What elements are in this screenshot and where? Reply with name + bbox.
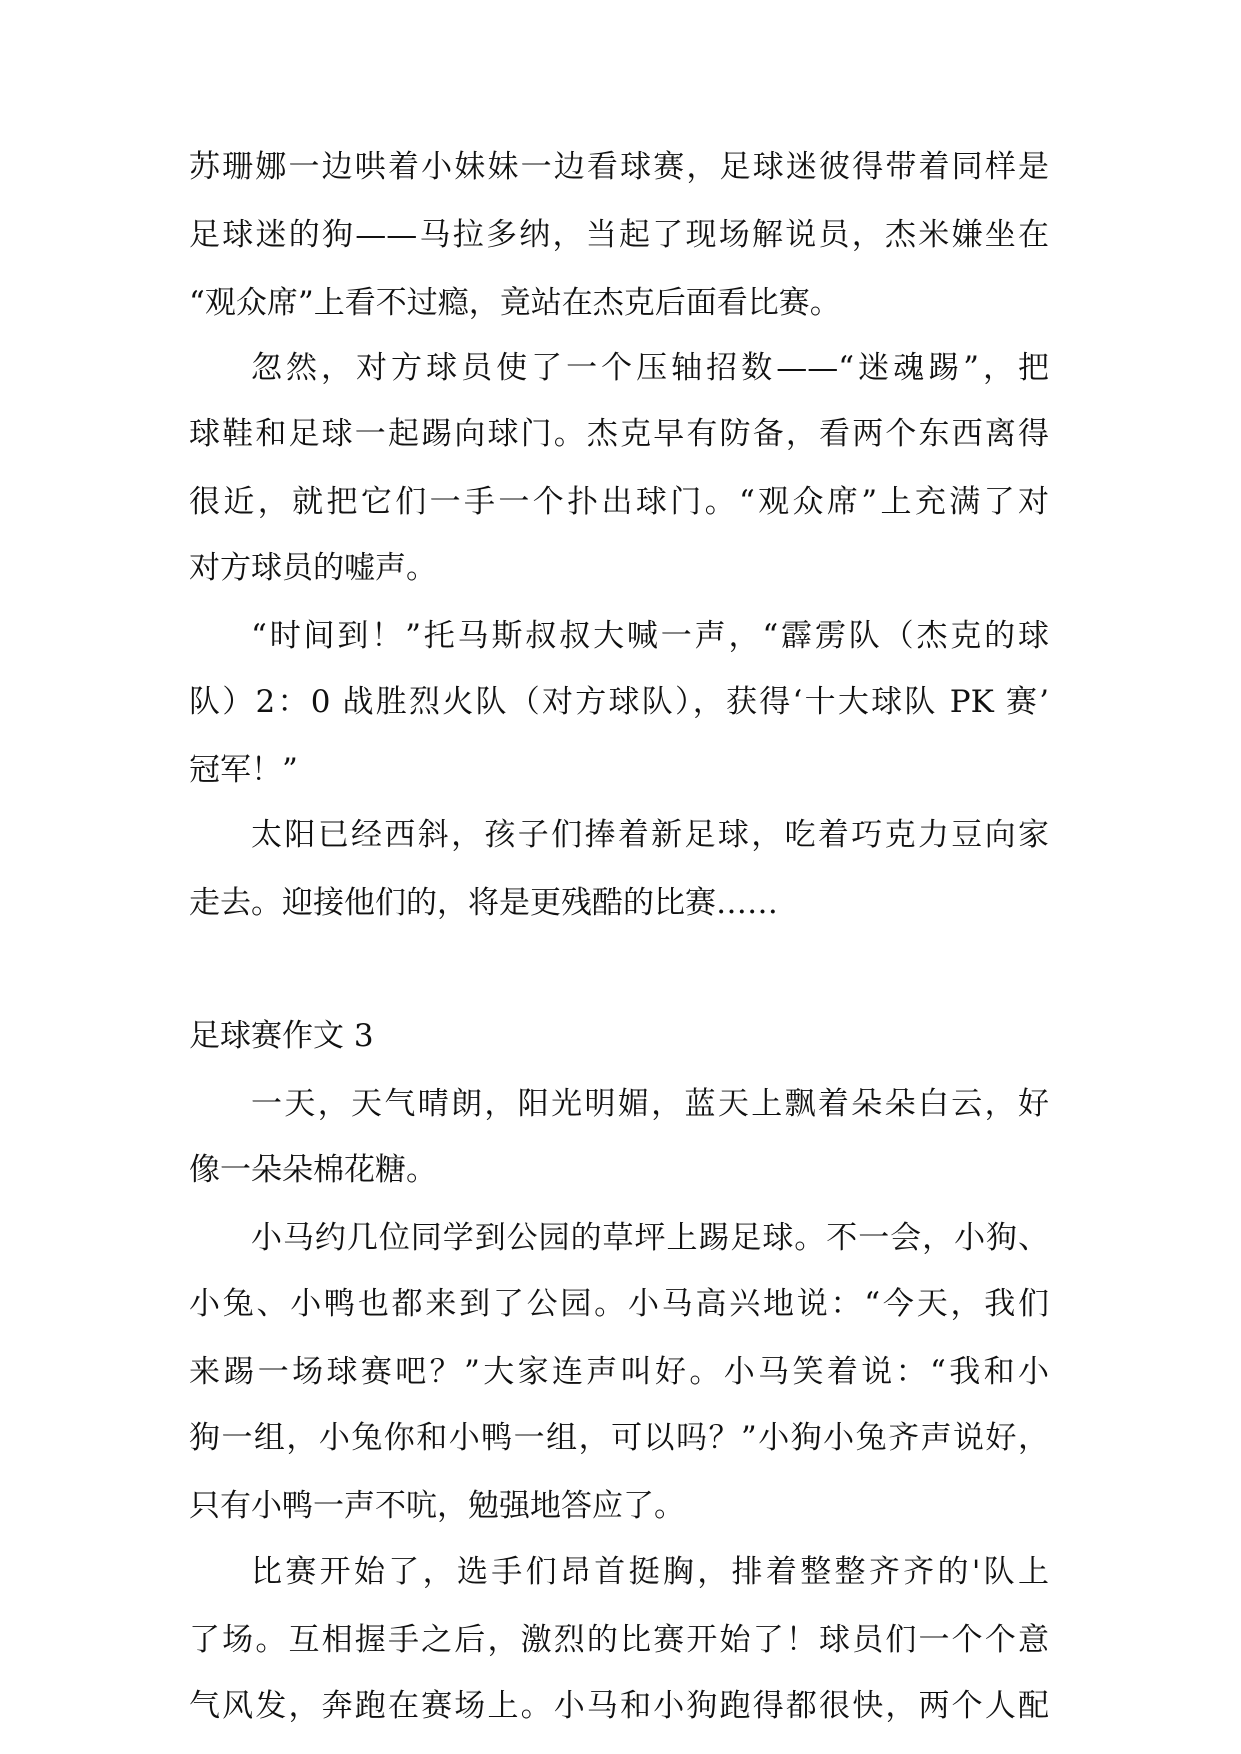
text-line: 了场。互相握手之后，激烈的比赛开始了！球员们一个个意 bbox=[189, 1622, 1049, 1658]
text-line: 很近，就把它们一手一个扑出球门。“观众席”上充满了对 bbox=[189, 484, 1049, 520]
text-line: 苏珊娜一边哄着小妹妹一边看球赛，足球迷彼得带着同样是 bbox=[189, 149, 1049, 185]
text-line: “观众席”上看不过瘾，竟站在杰克后面看比赛。 bbox=[189, 285, 841, 321]
text-line: 球鞋和足球一起踢向球门。杰克早有防备，看两个东西离得 bbox=[189, 416, 1049, 452]
text-line: 一天，天气晴朗，阳光明媚，蓝天上飘着朵朵白云，好 bbox=[251, 1086, 1049, 1122]
text-line: 队）2：0 战胜烈火队（对方球队），获得‘十大球队 PK 赛’ bbox=[189, 684, 1049, 720]
text-line: 只有小鸭一声不吭，勉强地答应了。 bbox=[189, 1488, 685, 1524]
text-line: 太阳已经西斜，孩子们捧着新足球，吃着巧克力豆向家 bbox=[251, 817, 1049, 853]
text-line: 狗一组，小兔你和小鸭一组，可以吗？”小狗小兔齐声说好， bbox=[189, 1420, 1049, 1456]
text-line: 对方球员的嘘声。 bbox=[189, 550, 437, 586]
text-line: 比赛开始了，选手们昂首挺胸，排着整整齐齐的'队上 bbox=[251, 1554, 1049, 1590]
text-line: 小马约几位同学到公园的草坪上踢足球。不一会，小狗、 bbox=[251, 1220, 1049, 1256]
text-line: “时间到！”托马斯叔叔大喊一声，“霹雳队（杰克的球 bbox=[251, 618, 1049, 654]
text-line: 冠军！” bbox=[189, 752, 298, 788]
text-line: 小兔、小鸭也都来到了公园。小马高兴地说：“今天，我们 bbox=[189, 1286, 1049, 1322]
text-line: 气风发，奔跑在赛场上。小马和小狗跑得都很快，两个人配 bbox=[189, 1688, 1049, 1724]
text-line: 走去。迎接他们的，将是更残酷的比赛…… bbox=[189, 885, 778, 921]
text-line: 来踢一场球赛吧？”大家连声叫好。小马笑着说：“我和小 bbox=[189, 1354, 1049, 1390]
text-line: 足球迷的狗——马拉多纳，当起了现场解说员，杰米嫌坐在 bbox=[189, 217, 1049, 253]
text-line: 像一朵朵棉花糖。 bbox=[189, 1152, 437, 1188]
text-line: 忽然，对方球员使了一个压轴招数——“迷魂踢”，把 bbox=[251, 350, 1049, 386]
section-heading: 足球赛作文 3 bbox=[189, 1018, 374, 1054]
